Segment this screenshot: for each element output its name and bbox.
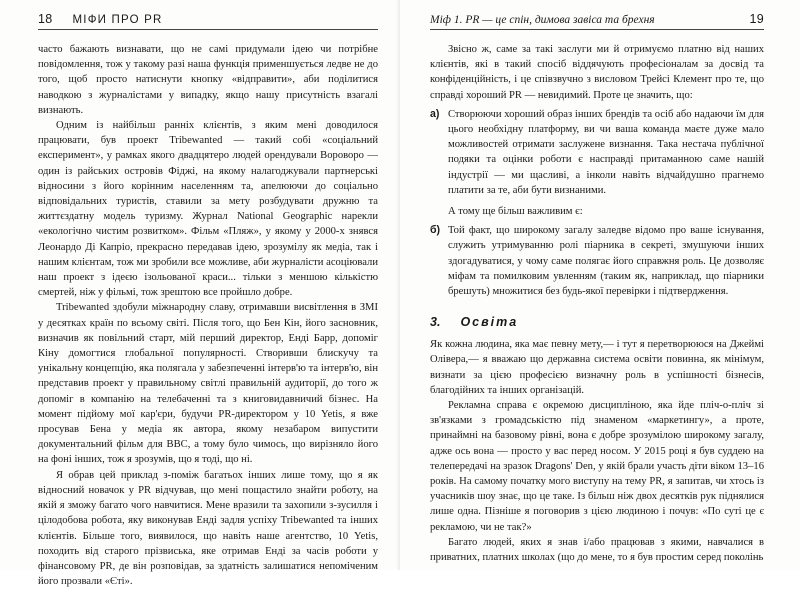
list-item-b (430, 223, 764, 299)
right-page-number: 19 (749, 12, 764, 26)
list-marker: а) (430, 107, 440, 120)
left-running-head (38, 0, 378, 30)
chapter-running-title: Міф 1. PR — це спін, димова завіса та брехня (430, 14, 655, 26)
paragraph: Рекламна справа є окремою дисципліною, яка йде пліч-о-пліч зі зв'язками з громадськістю під знаменом «маркетингу», а проте, принаймні на базовому рівні, вона є добре зрозумілою широкому загалу, адже ось вона — просто у вас перед носом. У 2015 році я був суддею на телепередачі на зразок Dragons' Den, у якій брали участь діти віком 13–16 років. На самому початку мого виступу на тему PR, я запитав, чи хтось із учасників шоу знає, що це таке. Із більш ніж двох десятків рук піднялися лише одна. Пізніше я поговорив з цією людиною і почув: «По суті це є рекламою, чи не так?» (430, 400, 764, 533)
paragraph: А тому ще більш важливим є: (448, 206, 583, 218)
left-page (0, 0, 400, 588)
section-heading (430, 315, 764, 329)
paragraph: Звісно ж, саме за такі заслуги ми й отримуємо платню від наших клієнтів, які в такий спосіб віддячують професіоналам за досвід та конфіденційність, і це співзвучно з висловом Трейсі Клемент про те, що справді хороший PR — невидимий. Проте це значить, що: (430, 44, 764, 101)
right-page (400, 0, 800, 570)
list-item-a (430, 107, 764, 198)
list-item-text: Той факт, що широкому загалу заледве відомо про ваше існування, служить утримуванню ролі піарника в секреті, змушуючи інших здогадуватися, у чому саме полягає його справжня роль. Це дозволяє міфам та помилковим увленням (таким як, наприклад, що піарники брешуть) множитися без будь-якої перевірки і підтвердження. (448, 225, 764, 298)
paragraph: Tribewanted здобули міжнародну славу, отримавши висвітлення в ЗМІ у десятках країн по всьому світі. Після того, що Бен Кін, його засновник, визначив як повільний старт, мій перший директор, Енді Барр, допоміг Кіну домогтися глобальної популярності. Створивши блискучу та унікальну концепцію, яка полягала у забезпеченні інтерв'ю та інтерв'ю, він представив проект у правильному світлі правильній аудиторії, до того ж допоміг в компанію на телебаченні та з книговидавничий бізнес. На момент підйому мої кар'єри, будучи PR-директором у 10 Yetis, я вже просував Бена у медіа як автора, якому незабаром випустити документальний фільм для BBC, а тому було чимось, що вирізняло його на фоні інших, тож я зрозумів, що я тоді, що ні. (38, 302, 378, 466)
paragraph: Багато людей, яких я знав і/або працював з якими, навчалися в приватних, платних школах (що до мене, то я був простим серед поколінь (430, 536, 764, 564)
paragraph: Я обрав цей приклад з-поміж багатьох інших лише тому, що я як відносний новачок у PR відчував, що мені пощастило знайти роботу, на якій я зможу багато чого навчитися. Мене вразили та захопили з-зусилля і цілодобова робота, яку виконував Енді задля успіху Tribewanted та інших клієнтів. Більше того, виявилося, що навіть наше агентство, 10 Yetis, походить від старого прізвиська, яке отримав Енді за часів роботи у фінансовому PR, де він розповідав, за здатність залишатися непоміченим його прозвали «Єті». (38, 469, 378, 588)
right-body-text (430, 42, 764, 565)
left-body-text (38, 42, 378, 589)
right-running-head (430, 0, 764, 30)
left-page-number: 18 (38, 12, 53, 26)
section-title: Освіта (460, 315, 519, 330)
paragraph: часто бажають визнавати, що не самі придумали ідею чи потрібне повідомлення, тож у такому разі наша функція применшується ледве не до того, щоб просто натиснути кнопку «відправити», аби поділитися наводкою з журналістами у випадку, якщо нашу присутність взагалі визнають. (38, 44, 378, 116)
section-number: 3. (430, 315, 441, 330)
list-marker: б) (430, 224, 441, 237)
paragraph: Одним із найбільш ранніх клієнтів, з яким мені доводилося працювати, був проект Tribewanted — такий собі «соціальний експеримент», у рамках якого двадцятеро людей орендували Вороворо — один із райських островів Фіджі, на якому налагоджували партнерські відносини з його корінним населенням та, апелюючи до соціально відповідальних туристів, ставили за мету розбудувати дружню та життєздатну модель туризму. Журнал National Geographic нарекли «екологічно чистим розвитком». Фільм «Пляж», у якому у 2000-х знявся Леонардо Ді Капріо, прекрасно передавав ідею, зрозумілу як медіа, так і нашим клієнтам, тож ми зробили все можливе, аби журналісти асоціювали наш проект з ідеєю ізольованої краси... тільки з меншою кількістю смертей, ніж у фільмі, тож зрештою все пройшло добре. (38, 120, 378, 299)
book-running-title: МІФИ ПРО PR (72, 14, 163, 26)
list-item-text: Створюючи хороший образ інших брендів та осіб або надаючи їм для цього необхідну платформу, ви чи ваша команда маєте дуже мало можливостей отримати заслужене визнання. Така нестача публічної подяки та оцінки роботи є насправді притаманною саме нашій індустрії — ми щасливі, а інколи навіть відчайдушно прагнемо платити за те, аби бути визнаними. (448, 108, 764, 196)
paragraph: Як кожна людина, яка має певну мету,— і тут я перетворююся на Джеймі Олівера,— я вважаю що державна система освіти повинна, як мінімум, визнати за цією професією визначну роль в успішності бізнесів, благодійних та інших організацій. (430, 339, 764, 396)
